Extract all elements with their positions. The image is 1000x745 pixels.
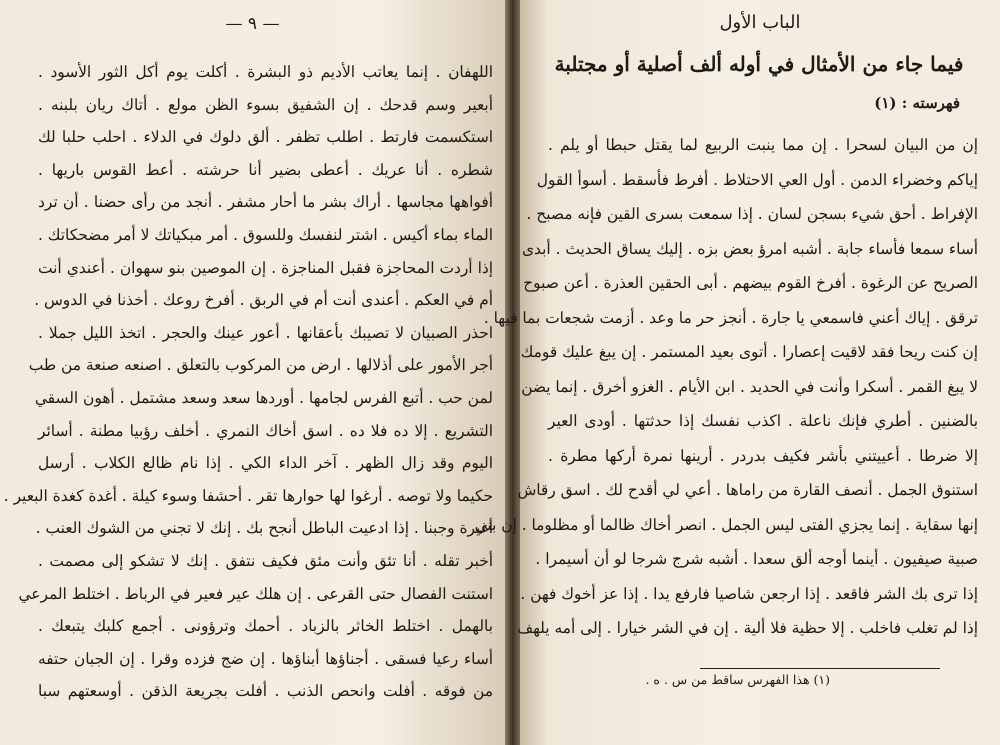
text-line: استكسمت فارتط . اطلب تظفر . ألق دلوك في الدلاء . احلب حلبا لك (38, 128, 493, 147)
text-line: بالهمل . اختلط الخاثر بالزباد . أحمك وترؤونى . أجمع كلبك يتبعك . (38, 617, 493, 636)
right-page-text (474, 128, 978, 646)
page-number: — ٩ — (225, 14, 280, 34)
text-line: ترقق . إياك أعني فاسمعي يا جارة . أنجز حر ما وعد . أزمت شجعات بما فيها . (483, 308, 978, 327)
text-line: الصريح عن الرغوة . أفرخ القوم بيضهم . أبى الحقين العذرة . أعن صبوح (523, 274, 978, 292)
text-line: شطره . أنا عريك . أعطى بضير أنا حرشته . أعط القوس باريها . (38, 160, 493, 179)
text-line: لا يبغ القمر . أسكرا وأنت في الحديد . ابن الأيام . الغزو أخرق . إنما يضن (521, 377, 978, 396)
text-line: أساء رعيا فسقى . أجناؤها أبناؤها . إن ضج فزده وقرا . إن الجبان حتفه (38, 649, 493, 668)
text-line: اليوم وقد زال الظهر . آخر الداء الكي . إذا نام ظالع الكلاب . أرسل (38, 454, 493, 473)
text-line: أساء سمعا فأساء جابة . أشبه امرؤ بعض بزه . إليك يساق الحديث . أبدى (522, 239, 978, 258)
text-line: لمن حب . أتبع الفرس لجامها . أوردها سعد وسعد مشتمل . أهون السقي (34, 388, 493, 407)
text-line: إياكم وخضراء الدمن . أول العي الاحتلاط . أفرط فأسقط . أسوأ القول (536, 170, 978, 189)
text-line: أغيرة وجبنا . إذا ادعيت الباطل أنجح بك . إنك لا تجني من الشوك العنب . (35, 519, 493, 538)
chapter-title: الباب الأول (719, 12, 801, 33)
left-page-text (3, 56, 493, 708)
text-line: إن من البيان لسحرا . إن مما ينبت الربيع لما يقتل حبطا أو يلم . (548, 136, 978, 154)
footnote: (١) هذا الفهرس ساقط من س . ه . (645, 672, 830, 687)
section-title: فيما جاء من الأمثال في أوله ألف أصلية أو مجتلبة (554, 52, 964, 76)
text-line: حكيما ولا توصه . أرغوا لها حوارها تقر . أحشفا وسوء كيلة . أغدة كغدة البعير . (3, 486, 493, 505)
text-line: إنها سقاية . إنما يجزي الفتى ليس الجمل . انصر أخاك ظالما أو مظلوما . إن بني (474, 515, 978, 534)
text-line: أفواهها مجاسها . أراك بشر ما أحار مشفر . أنجد من رأى حضنا . أن ترد (38, 193, 493, 212)
text-line: إذا أردت المحاجزة فقبل المناجزة . إن الموصين بنو سهوان . أعندي أنت (38, 258, 493, 277)
text-line: إذا لم تغلب فاخلب . إلا حظية فلا ألية . إن في الشر خيارا . إلى أمه يلهف (517, 619, 978, 637)
text-line: الماء بماء أكيس . اشتر لنفسك وللسوق . أمر مبكياتك لا أمر مضحكاتك . (38, 225, 493, 244)
footnote-rule (700, 668, 940, 669)
text-line: أم في العكم . أعندى أنت أم في الربق . أفرخ روعك . أخذنا في الدوس . (34, 291, 493, 310)
text-line: التشريع . إلا ده فلا ده . اسق أخاك النمري . أخلف رؤبيا مطنة . أسائر (38, 421, 493, 440)
text-line: أخبر تقله . أنا تئق وأنت مئق فكيف نتفق . إنك لا تشكو إلى مصمت . (38, 551, 493, 570)
text-line: بالضنين . أطري فإنك ناعلة . اكذب نفسك إذا حدثتها . أودى العير (548, 412, 978, 430)
text-line: اللهفان . إنما يعاتب الأديم ذو البشرة . أكلت يوم أكل الثور الأسود . (38, 63, 493, 81)
text-line: استنت الفصال حتى القرعى . إن هلك عير فعير في الرباط . اختلط المرعي (18, 584, 493, 603)
index-label: فهرسته : (١) (874, 94, 960, 112)
text-line: صبية صيفيون . أينما أوجه ألق سعدا . أشبه شرج شرجا لو أن أسيمرا . (535, 550, 978, 568)
text-line: إن كنت ريحا فقد لاقيت إعصارا . أتوى بعيد المستمر . إن يبغ عليك قومك (520, 343, 978, 361)
text-line: من فوقه . أفلت وانحص الذنب . أفلت بجريعة الذقن . أوسعتهم سبا (38, 682, 493, 701)
text-line: أجر الأمور على أذلالها . ارض من المركوب بالتعلق . اصنعه صنعة من طب (28, 356, 493, 375)
text-line: احذر الصبيان لا تصيبك بأعقانها . أعور عينك والحجر . اتخذ الليل جملا . (38, 323, 493, 342)
text-line: استنوق الجمل . أنصف القارة من راماها . أعي لي أقدح لك . اسق رقاش (517, 481, 978, 499)
right-page (474, 0, 1000, 745)
text-line: الإفراط . أحق شيء بسجن لسان . إذا سمعت بسرى القين فإنه مصبح . (526, 205, 978, 223)
text-line: أبعير وسم قدحك . إن الشفيق بسوء الظن مولع . أتاك ريان بلبنه . (38, 95, 493, 114)
text-line: إلا ضرطا . أعييتني بأشر فكيف بدردر . أرينها نمرة أركها مطرة . (548, 446, 978, 465)
text-line: إذا ترى بك الشر فاقعد . إذا ارجعن شاصيا فارفع يدا . إذا عز أخوك فهن . (520, 584, 978, 603)
